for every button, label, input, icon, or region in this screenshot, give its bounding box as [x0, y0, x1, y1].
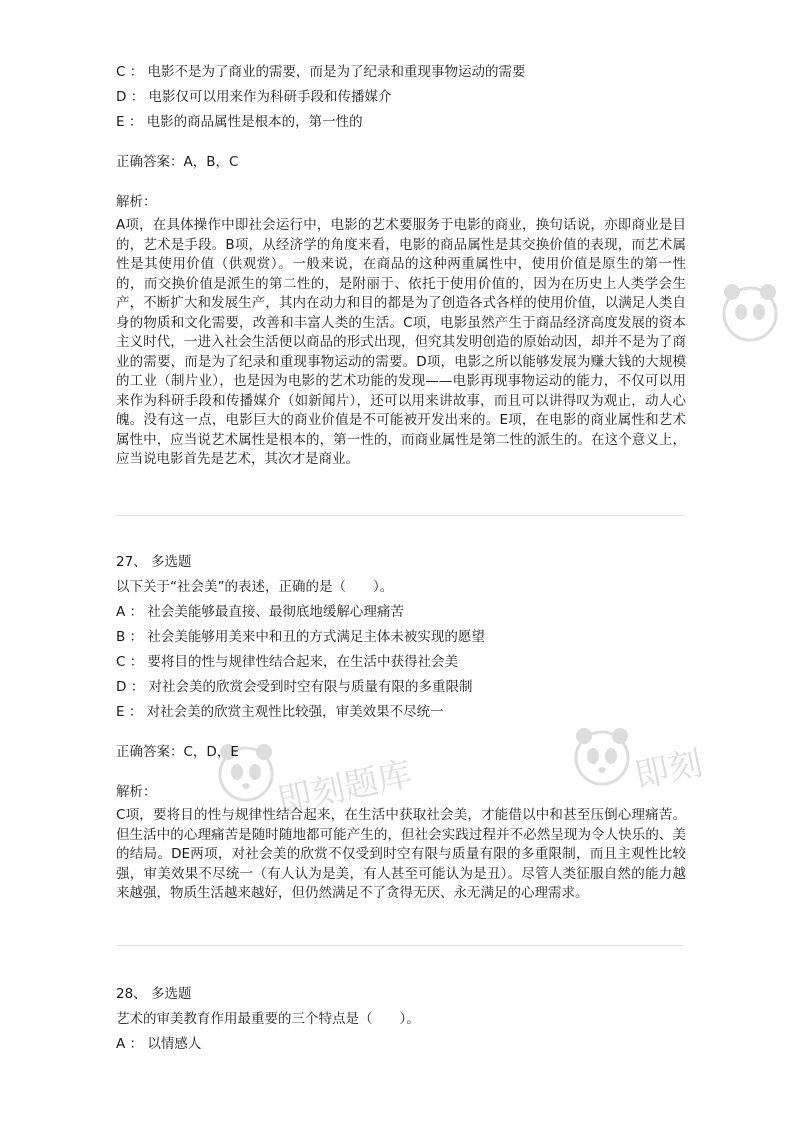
- q26-option-d: D ： 电影仅可以用来作为科研手段和传播媒介: [116, 89, 392, 105]
- q26-analysis-label: 解析：: [116, 194, 157, 210]
- q27-option-b: B ： 社会美能够用美来中和丑的方式满足主体未被实现的愿望: [116, 629, 485, 645]
- panda-logo-icon: [720, 278, 780, 348]
- q28-option-a: A ： 以情感人: [116, 1036, 202, 1052]
- divider: [116, 945, 684, 946]
- q28-header: 28、 多选题: [116, 986, 192, 1002]
- q27-option-c: C ： 要将目的性与规律性结合起来，在生活中获得社会美: [116, 654, 459, 670]
- q26-option-c: C ： 电影不是为了商业的需要，而是为了纪录和重现事物运动的需要: [116, 64, 526, 80]
- q26-analysis: A项，在具体操作中即社会运行中，电影的艺术要服务于电影的商业，换句话说，亦即商业是目的，艺术是手段。B项，从经济学的角度来看，电影的商品属性是其交换价值的表现，而艺术属性是其使用价值（供观赏）。一般来说，在商品的这种两重属性中，使用价值是原生的第一性的，而交换价值是派生的第二性的，是附丽于、依托于使用价值的，因为在历史上人类学会生产，不断扩大和发展生产，其内在动力和目的都是为了创造各式各样的使用价值，以满足人类自身的物质和文化需要，改善和丰富人类的生活。C项，电影虽然产生于商品经济高度发展的资本主义时代，一进入社会生活便以商品的形式出现，但究其发明创造的原始动因，却并不是为了商业的需要，而是为了纪录和重现事物运动的需要。D项，电影之所以能够发展为赚大钱的大规模的工业（制片业），也是因为电影的艺术功能的发现——电影再现事物运动的能力，不仅可以用来作为科研手段和传播媒介（如新闻片），还可以用来讲故事，而且可以讲得叹为观止，动人心魄。没有这一点，电影巨大的商业价值是不可能被开发出来的。E项，在电影的商业属性和艺术属性中，应当说艺术属性是根本的，第一性的，而商业属性是第二性的派生的。在这个意义上，应当说电影首先是艺术，其次才是商业。: [116, 217, 686, 467]
- q26-option-e: E ： 电影的商品属性是根本的，第一性的: [116, 114, 363, 130]
- q27-header: 27、 多选题: [116, 554, 192, 570]
- watermark-text: 即刻: [631, 743, 707, 797]
- q27-option-e: E ： 对社会美的欣赏主观性比较强，审美效果不尽统一: [116, 704, 444, 720]
- q27-option-a: A ： 社会美能够最直接、最彻底地缓解心理痛苦: [116, 604, 404, 620]
- q26-answer: 正确答案：A，B，C: [116, 154, 239, 170]
- q28-stem: 艺术的审美教育作用最重要的三个特点是（ ）。: [116, 1011, 420, 1027]
- q27-analysis-label: 解析：: [116, 784, 157, 800]
- q27-answer: 正确答案：C，D，E: [116, 744, 239, 760]
- watermark-text: 即刻题库: [274, 754, 416, 822]
- q27-option-d: D ： 对社会美的欣赏会受到时空有限与质量有限的多重限制: [116, 679, 473, 695]
- q27-analysis: C项，要将目的性与规律性结合起来，在生活中获取社会美，才能借以中和甚至压倒心理痛苦。但生活中的心理痛苦是随时随地都可能产生的，但社会实践过程并不必然呈现为令人快乐的、美的结局。DE两项，对社会美的欣赏不仅受到时空有限与质量有限的多重限制，而且主观性比较强，审美效果不尽统一（有人认为是美，有人甚至可能认为是丑）。尽管人类征服自然的能力越来越强，物质生活越来越好，但仍然满足不了贪得无厌、永无满足的心理需求。: [116, 807, 686, 901]
- watermark: [700, 268, 800, 378]
- q27-stem: 以下关于“社会美”的表述，正确的是（ ）。: [116, 579, 394, 595]
- panda-logo-icon: [572, 722, 632, 792]
- divider: [116, 515, 684, 516]
